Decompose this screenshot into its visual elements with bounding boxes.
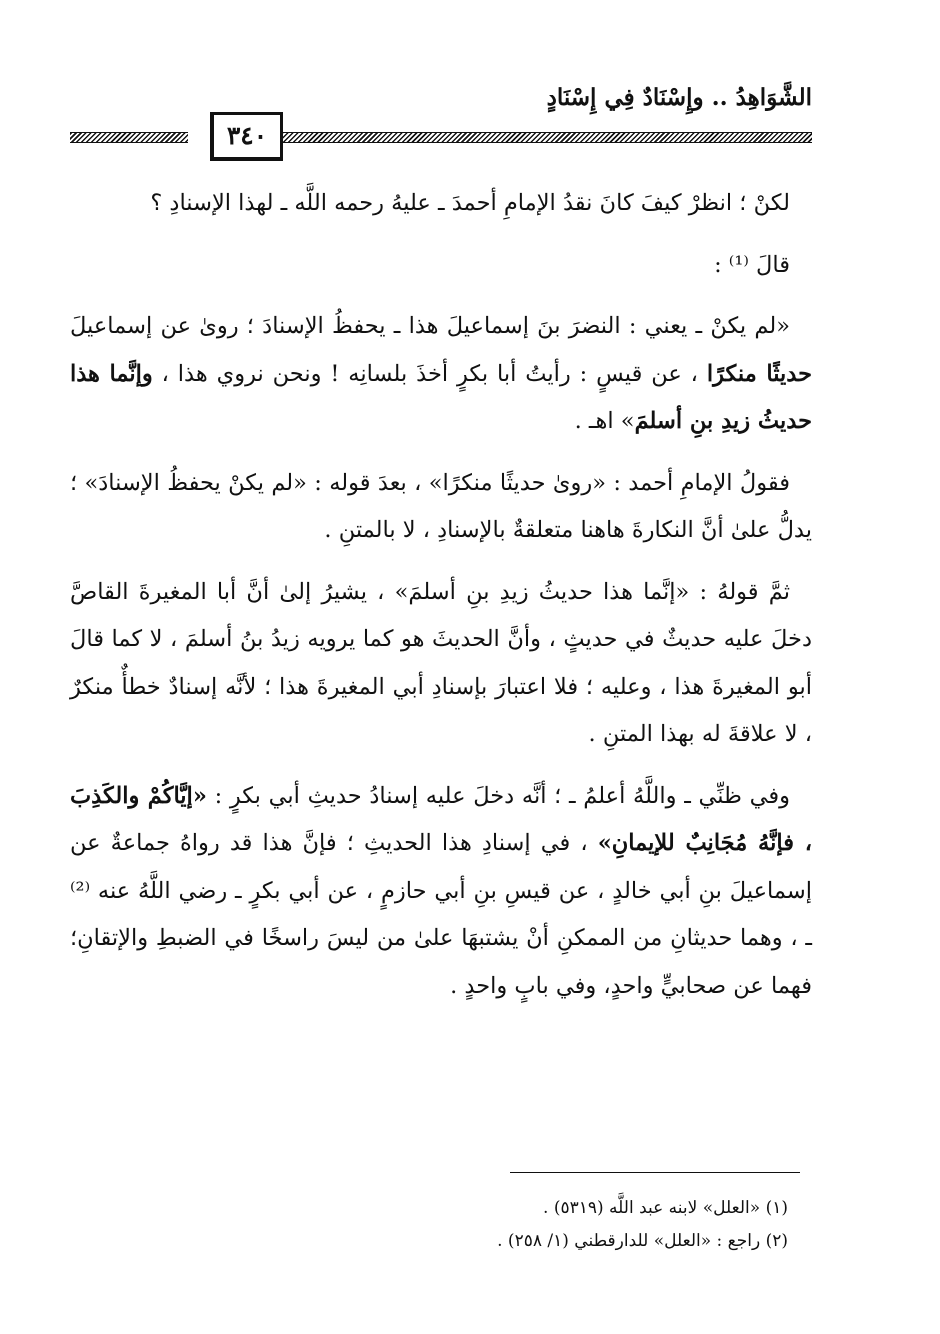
hadith-text: «إيَّاكُمْ والكَذِبَ ، فإنَّهُ مُجَانِبٌ للإيمانِ» xyxy=(70,782,812,856)
footnote-2: (٢) راجع : «العلل» للدارقطني (١/ ٢٥٨) . xyxy=(497,1231,788,1251)
paragraph-5: ثمَّ قولهُ : «إنَّما هذا حديثُ زيدِ بنِ أسلمَ» ، يشيرُ إلىٰ أنَّ أبا المغيرةَ القاصَّ دخلَ عليه حديثٌ في حديثٍ ، وأنَّ الحديثَ هو كما يرويه زيدُ بنُ أسلمَ ، لا كما قالَ أبو المغيرةَ هذا ، وعليه ؛ فلا اعتبارَ بإسنادِ أبي المغيرةَ هذا ؛ لأنَّه إسنادٌ خطأٌ منكرٌ ، لا علاقةَ له بهذا المتنِ . xyxy=(70,578,812,747)
main-text xyxy=(70,180,812,1024)
paragraph-4: فقولُ الإمامِ أحمد : «روىٰ حديثًا منكرًا» ، بعدَ قوله : «لم يكنْ يحفظُ الإسنادَ» ؛ يدلُّ علىٰ أنَّ النكارةَ هاهنا متعلقةٌ بالإسنادِ ، لا بالمتنِ . xyxy=(70,469,812,543)
body-span: وفي ظنِّي ـ واللَّهُ أعلمُ ـ ؛ أنَّه دخلَ عليه إسنادُ حديثِ أبي بكرٍ : xyxy=(206,782,791,809)
paragraph-6 xyxy=(70,773,812,1011)
page-number: ٣٤٠ xyxy=(210,112,283,161)
footnotes xyxy=(70,1192,812,1258)
running-title: الشَّوَاهِدُ .. وإِسْنَادٌ فِي إِسْنَادٍ xyxy=(546,84,812,111)
header-rule-left xyxy=(70,132,188,143)
bold-phrase: وإنَّما هذا حديثُ زيدِ بنِ أسلمَ xyxy=(70,360,812,434)
paragraph-1: لكنْ ؛ انظرْ كيفَ كانَ نقدُ الإمامِ أحمدَ ـ عليهُ رحمه اللَّه ـ لهذا الإسنادِ ؟ xyxy=(150,190,790,216)
header-rule-right xyxy=(267,132,812,143)
quote-text: ، عن قيسٍ : رأيتُ أبا بكرٍ أخذَ بلسانِه ! ونحن نروي هذا ، xyxy=(152,360,707,387)
body-span: ، في إسنادِ هذا الحديثِ ؛ فإنَّ هذا قد رواهُ جماعةٌ عن إسماعيلَ بنِ أبي خالدٍ ، عن قيسِ بنِ أبي حازمٍ ، عن أبي بكرٍ ـ رضي اللَّهُ عنه ⁽²⁾ ـ ، وهما حديثانِ من الممكنِ أنْ يشتبهَا علىٰ من ليسَ راسخًا في الضبطِ والإتقانِ؛ فهما عن صحابيٍّ واحدٍ، وفي بابٍ واحدٍ . xyxy=(70,830,812,999)
page-header xyxy=(70,70,812,160)
paragraph-2: قالَ ⁽¹⁾ : xyxy=(714,251,790,278)
quote-text: «لم يكنْ ـ يعني : النضرَ بنَ إسماعيلَ هذا ـ يحفظُ الإسنادَ ؛ روىٰ عن إسماعيلَ xyxy=(70,313,790,339)
quote-text: » اهـ . xyxy=(574,408,635,434)
footnote-1: (١) «العلل» لابنه عبد اللَّه (٥٣١٩) . xyxy=(543,1198,788,1218)
bold-phrase: حديثًا منكرًا xyxy=(706,360,812,387)
footnote-separator xyxy=(510,1172,800,1173)
paragraph-3 xyxy=(70,303,812,446)
